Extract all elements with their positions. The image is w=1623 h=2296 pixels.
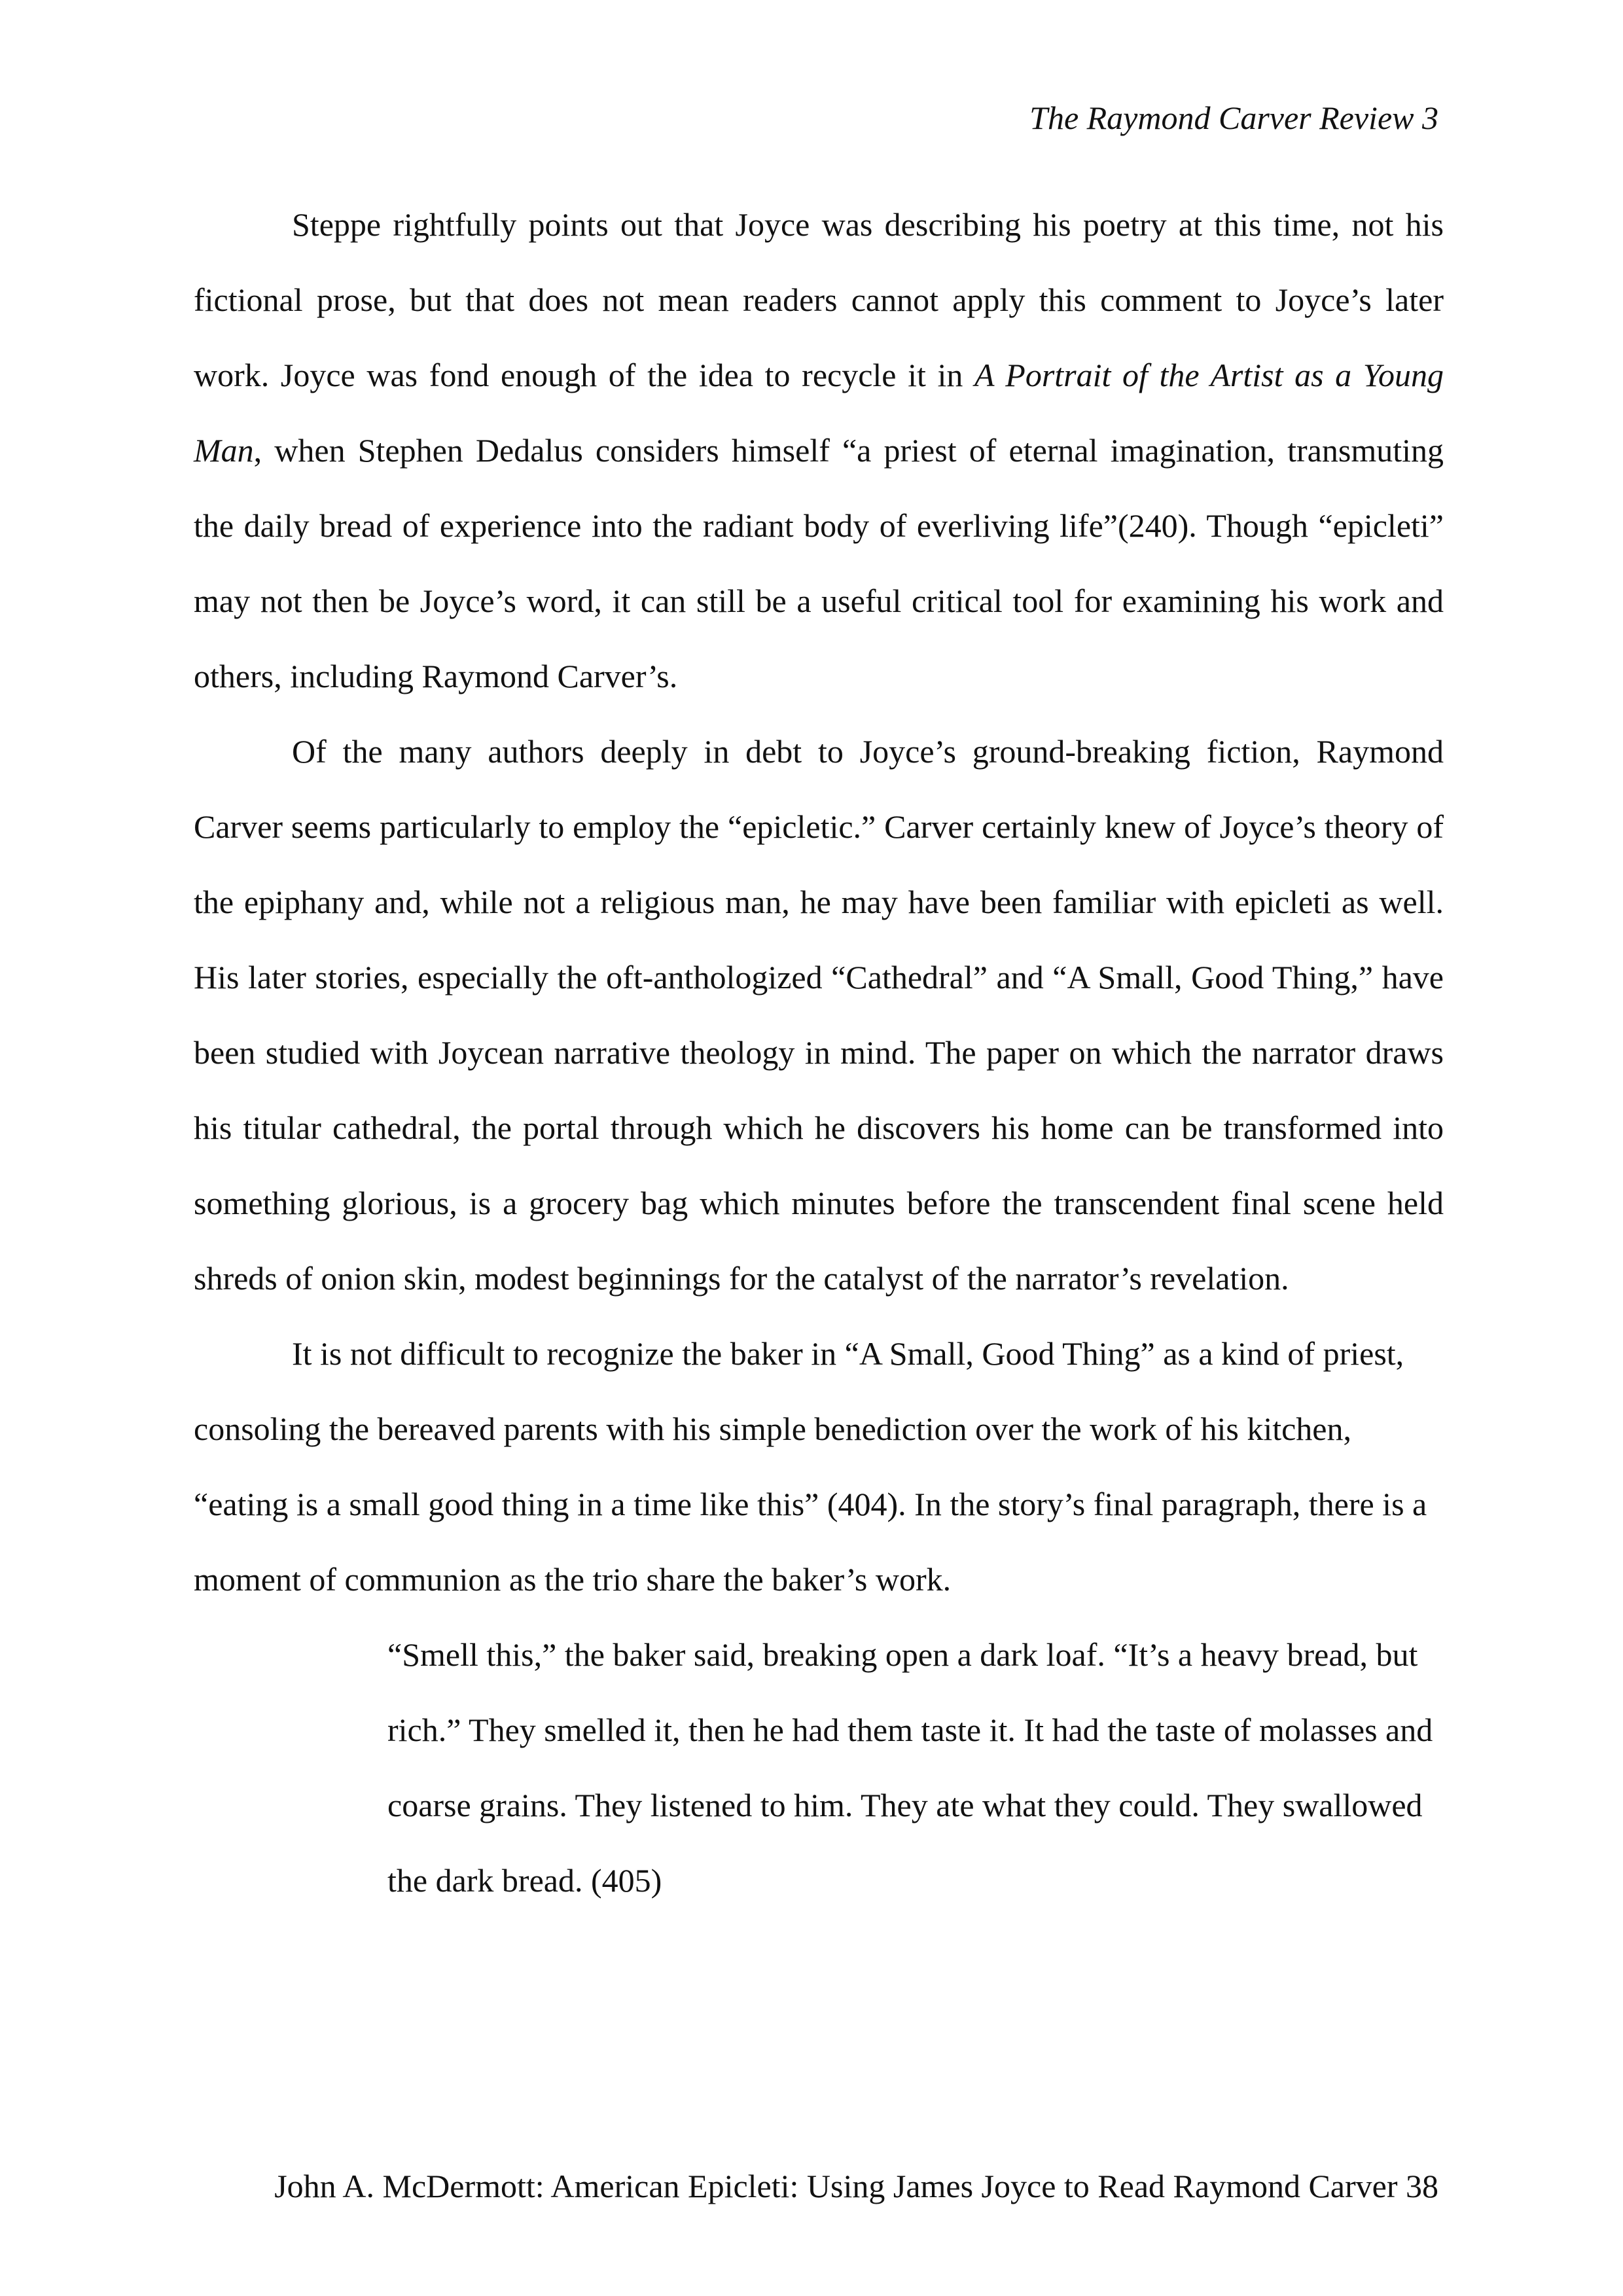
- article-body: [194, 187, 1444, 1918]
- running-head: The Raymond Carver Review 3: [1029, 99, 1438, 136]
- paragraph-3: It is not difficult to recognize the baker in “A Small, Good Thing” as a kind of priest, consoling the bereaved parents with his simple benediction over the work of his kitchen, “eating is a small good thing in a time like this” (404). In the story’s final paragraph, there is a moment of communion as the trio share the baker’s work.: [194, 1335, 1427, 1598]
- page-footer: John A. McDermott: American Epicleti: Using James Joyce to Read Raymond Carver 38: [274, 2168, 1438, 2204]
- paragraph-1-text-before: Steppe rightfully points out that Joyce was describing his poetry at this time, not his fictional prose, but that does not mean readers cannot apply this comment to Joyce’s later work. Joyce was fond enough of the idea to recycle it in: [194, 206, 1444, 393]
- paragraph-1-text-after: , when Stephen Dedalus considers himself “a priest of eternal imagination, transmuting the daily bread of experience into the radiant body of everliving life”(240). Though “epicleti” may not then be Joyce’s word, it can still be a useful critical tool for examining his work and others, including Raymond Carver’s.: [194, 432, 1444, 694]
- block-quote: “Smell this,” the baker said, breaking open a dark loaf. “It’s a heavy bread, but rich.” They smelled it, then he had them taste it. It had the taste of molasses and coarse grains. They listened to him. They ate what they could. They swallowed the dark bread. (405): [387, 1636, 1433, 1899]
- paragraph-2: Of the many authors deeply in debt to Joyce’s ground-breaking fiction, Raymond Carver seems particularly to employ the “epicletic.” Carver certainly knew of Joyce’s theory of the epiphany and, while not a religious man, he may have been familiar with epicleti as well. His later stories, especially the oft-anthologized “Cathedral” and “A Small, Good Thing,” have been studied with Joycean narrative theology in mind. The paper on which the narrator draws his titular cathedral, the portal through which he discovers his home can be transformed into something glorious, is a grocery bag which minutes before the transcendent final scene held shreds of onion skin, modest beginnings for the catalyst of the narrator’s revelation.: [194, 733, 1444, 1297]
- book-title: A Portrait of the Artist as a Young Man: [194, 357, 1444, 469]
- paragraph-1: [194, 187, 1444, 714]
